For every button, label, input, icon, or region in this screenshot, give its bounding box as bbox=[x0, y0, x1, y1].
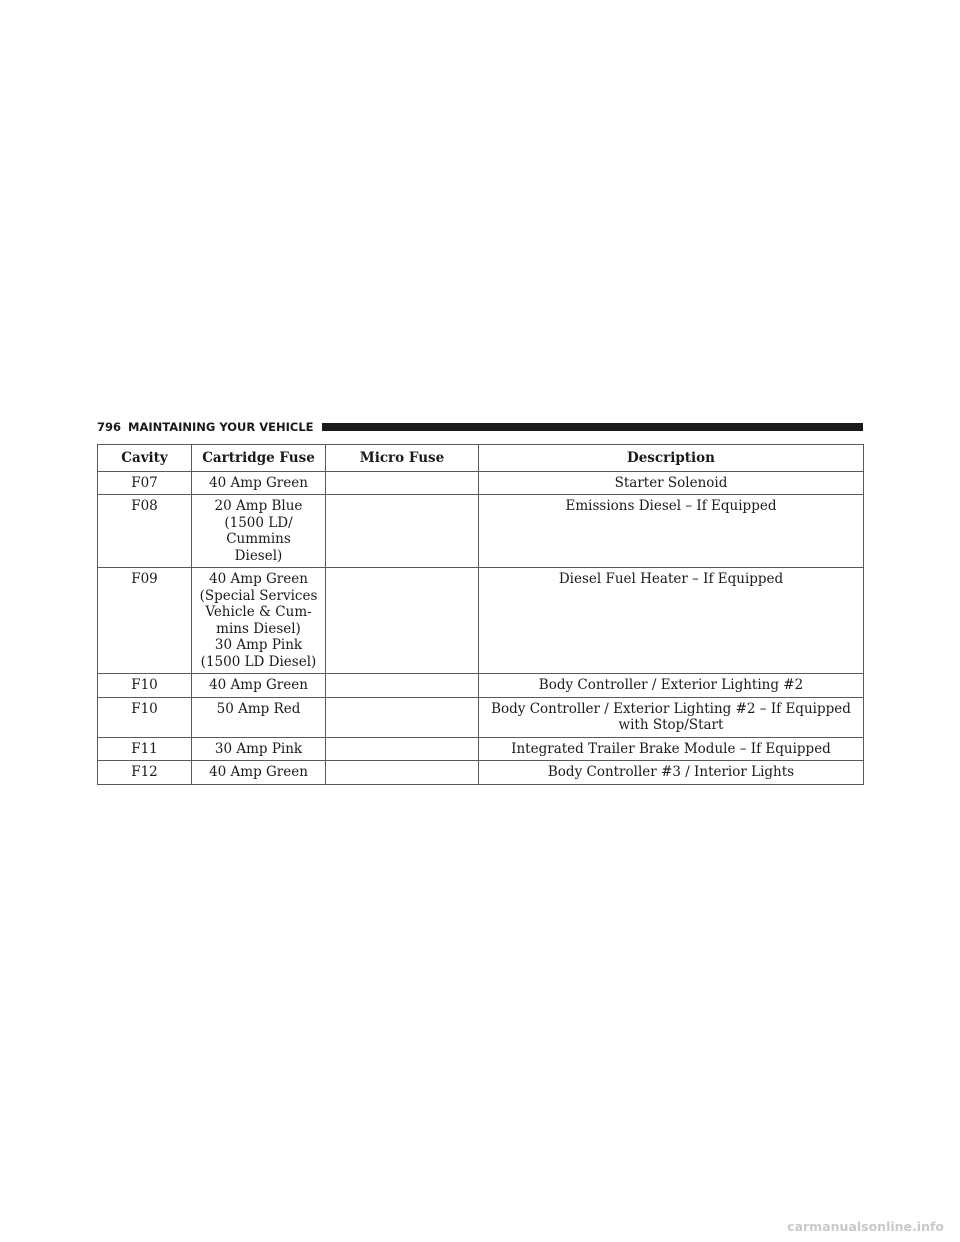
cavity-cell: F11 bbox=[98, 737, 192, 761]
cavity-cell: F10 bbox=[98, 674, 192, 698]
description-line: Emissions Diesel – If Equipped bbox=[565, 498, 777, 514]
cartridge-fuse-line: 40 Amp Green bbox=[209, 677, 308, 693]
description-cell bbox=[479, 495, 864, 568]
column-header-cartridge-fuse: Cartridge Fuse bbox=[192, 445, 326, 472]
table-row bbox=[98, 471, 864, 495]
cartridge-fuse-line: Vehicle & Cum- bbox=[205, 604, 312, 620]
cartridge-fuse-line: 20 Amp Blue bbox=[214, 498, 303, 514]
cavity-cell: F08 bbox=[98, 495, 192, 568]
cartridge-fuse-line: 40 Amp Green bbox=[209, 764, 308, 780]
cartridge-fuse-cell bbox=[192, 761, 326, 785]
description-cell bbox=[479, 674, 864, 698]
cartridge-fuse-cell bbox=[192, 674, 326, 698]
cartridge-fuse-cell bbox=[192, 697, 326, 737]
page-header bbox=[97, 419, 863, 435]
cavity-cell: F09 bbox=[98, 568, 192, 674]
description-line: Starter Solenoid bbox=[614, 474, 728, 491]
description-cell bbox=[479, 697, 864, 737]
cartridge-fuse-line: (1500 LD/ bbox=[224, 514, 293, 531]
cavity-cell: F10 bbox=[98, 697, 192, 737]
table-row bbox=[98, 697, 864, 737]
fuse-table bbox=[97, 444, 864, 785]
micro-fuse-cell bbox=[326, 471, 479, 495]
cartridge-fuse-cell bbox=[192, 495, 326, 568]
micro-fuse-cell bbox=[326, 568, 479, 674]
table-body bbox=[98, 471, 864, 784]
description-cell bbox=[479, 761, 864, 785]
cartridge-fuse-cell bbox=[192, 737, 326, 761]
cartridge-fuse-cell bbox=[192, 471, 326, 495]
table-row bbox=[98, 568, 864, 674]
cartridge-fuse-line: mins Diesel) bbox=[216, 620, 301, 637]
column-header-micro-fuse: Micro Fuse bbox=[326, 445, 479, 472]
cartridge-fuse-line: 50 Amp Red bbox=[216, 700, 301, 717]
cartridge-fuse-line: 30 Amp Pink bbox=[214, 637, 303, 653]
table-row bbox=[98, 761, 864, 785]
table-row bbox=[98, 737, 864, 761]
table-header-row bbox=[98, 445, 864, 472]
description-line: Integrated Trailer Brake Module – If Equipped bbox=[511, 740, 831, 757]
column-header-cavity: Cavity bbox=[98, 445, 192, 472]
cartridge-fuse-line: Diesel) bbox=[234, 547, 283, 564]
cartridge-fuse-line: 40 Amp Green bbox=[209, 474, 308, 491]
micro-fuse-cell bbox=[326, 761, 479, 785]
cavity-cell: F07 bbox=[98, 471, 192, 495]
cartridge-fuse-line: 40 Amp Green bbox=[209, 571, 308, 587]
micro-fuse-cell bbox=[326, 674, 479, 698]
table-row bbox=[98, 495, 864, 568]
description-line: Body Controller #3 / Interior Lights bbox=[547, 764, 795, 780]
description-line: Body Controller / Exterior Lighting #2 – If Equipped bbox=[491, 700, 851, 717]
table-row bbox=[98, 674, 864, 698]
column-header-description: Description bbox=[479, 445, 864, 472]
header-rule bbox=[322, 423, 863, 431]
micro-fuse-cell bbox=[326, 697, 479, 737]
section-title: MAINTAINING YOUR VEHICLE bbox=[128, 420, 314, 434]
description-cell bbox=[479, 471, 864, 495]
cartridge-fuse-line: (Special Services bbox=[199, 587, 318, 604]
micro-fuse-cell bbox=[326, 737, 479, 761]
cartridge-fuse-cell bbox=[192, 568, 326, 674]
description-line: Diesel Fuel Heater – If Equipped bbox=[558, 571, 784, 587]
cartridge-fuse-line: (1500 LD Diesel) bbox=[200, 653, 317, 670]
description-line: Body Controller / Exterior Lighting #2 bbox=[538, 677, 804, 693]
description-line: with Stop/Start bbox=[618, 717, 724, 733]
cartridge-fuse-line: Cummins bbox=[226, 531, 291, 547]
cavity-cell: F12 bbox=[98, 761, 192, 785]
description-cell bbox=[479, 737, 864, 761]
micro-fuse-cell bbox=[326, 495, 479, 568]
description-cell bbox=[479, 568, 864, 674]
page-number: 796 bbox=[97, 420, 122, 434]
cartridge-fuse-line: 30 Amp Pink bbox=[214, 740, 303, 757]
watermark: carmanualsonline.info bbox=[787, 1219, 944, 1234]
